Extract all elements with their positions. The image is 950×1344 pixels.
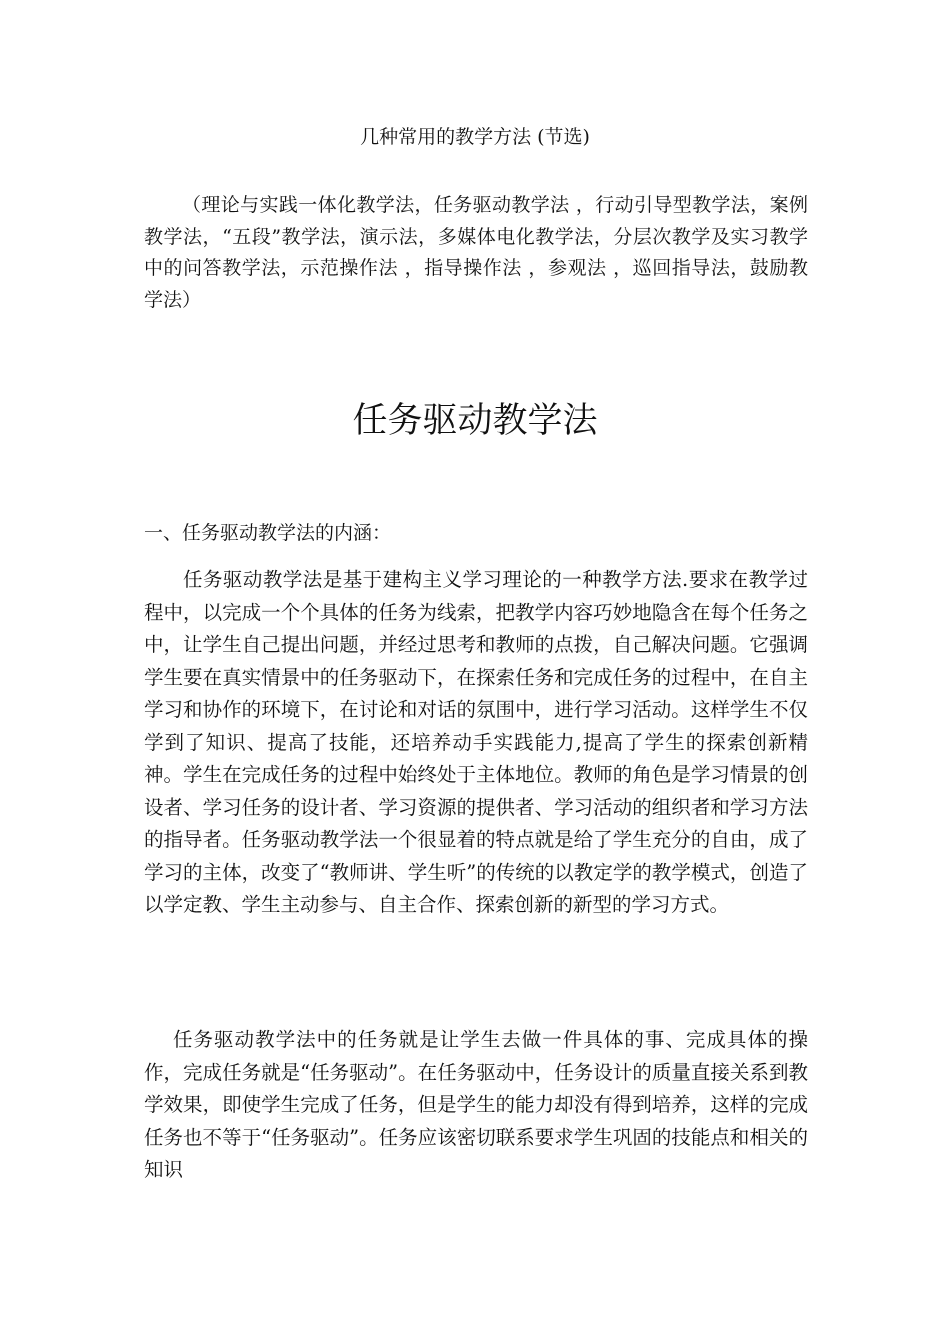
document-title: 几种常用的教学方法 (节选)	[360, 126, 590, 148]
body-paragraph: 任务驱动教学法中的任务就是让学生去做一件具体的事、完成具体的操作，完成任务就是“任务驱动”。在任务驱动中，任务设计的质量直接关系到教学效果，即使学生完成了任务，但是学生的能力却没有得到培养，这样的完成任务也不等于“任务驱动”。任务应该密切联系要求学生巩固的技能点和相关的知识	[144, 1028, 808, 1181]
body-paragraph: 任务驱动教学法是基于建构主义学习理论的一种教学方法.要求在教学过程中，以完成一个个具体的任务为线索，把教学内容巧妙地隐含在每个任务之中，让学生自己提出问题，并经过思考和教师的点拨，自己解决问题。它强调学生要在真实情景中的任务驱动下，在探索任务和完成任务的过程中，在自主学习和协作的环境下，在讨论和对话的氛围中，进行学习活动。这样学生不仅学到了知识、提高了技能，还培养动手实践能力,提高了学生的探索创新精神。学生在完成任务的过程中始终处于主体地位。教师的角色是学习情景的创设者、学习任务的设计者、学习资源的提供者、学习活动的组织者和学习方法的指导者。任务驱动教学法一个很显着的特点就是给了学生充分的自由，成了学习的主体，改变了“教师讲、学生听”的传统的以教定学的教学模式，创造了以学定教、学生主动参与、自主合作、探索创新的新型的学习方式。	[144, 568, 808, 916]
section-title: 任务驱动教学法	[352, 401, 598, 441]
method-list-paragraph: （理论与实践一体化教学法，任务驱动教学法 ，行动引导型教学法，案例教学法，“五段”教学法，演示法，多媒体电化教学法，分层次教学及实习教学中的问答教学法，示范操作法 ，指导操作法 ，参观法 ，巡回指导法，鼓励教学法）	[144, 194, 808, 311]
sub-heading: 一、任务驱动教学法的内涵：	[144, 522, 392, 544]
